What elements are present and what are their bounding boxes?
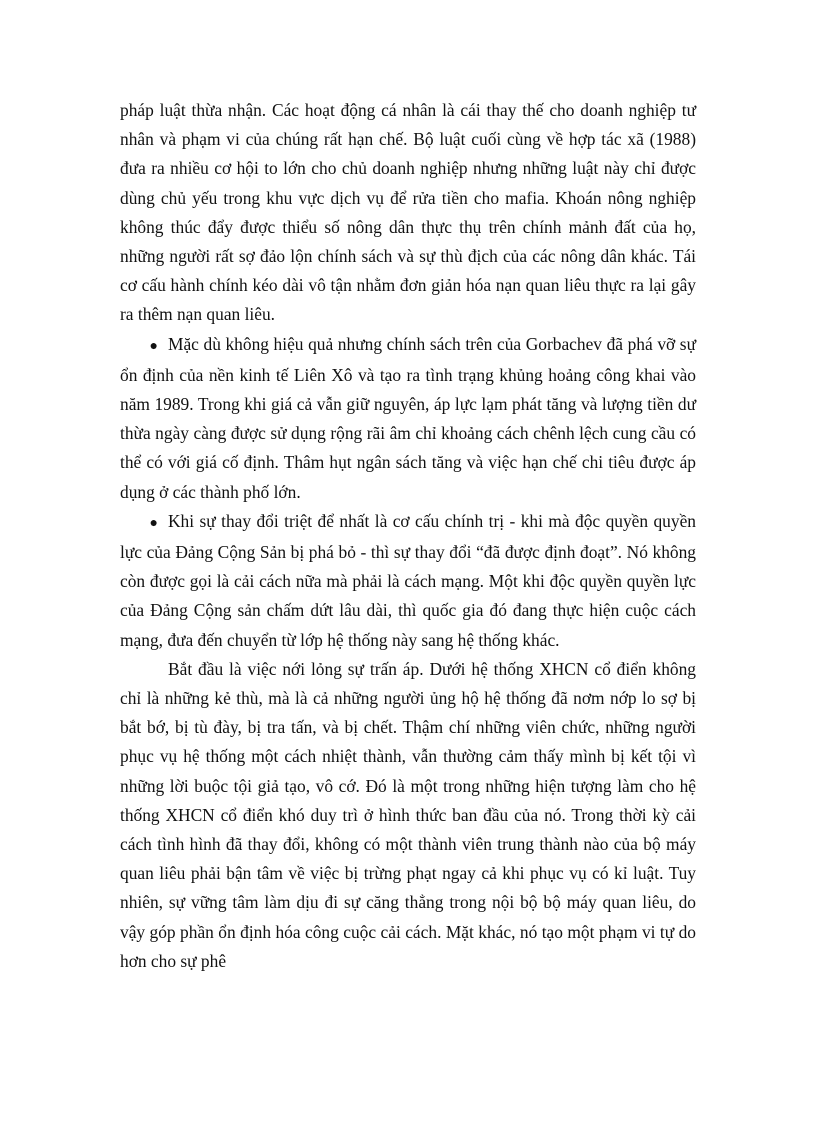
bullet-paragraph [120, 507, 696, 655]
bullet-paragraph-text: Khi sự thay đổi triệt để nhất là cơ cấu chính trị - khi mà độc quyền quyền lực của Đảng Cộng Sản bị phá bỏ - thì sự thay đổi “đã được định đoạt”. Nó không còn được gọi là cải cách nữa mà phải là cách mạng. Một khi độc quyền quyền lực của Đảng Cộng sản chấm dứt lâu dài, thì quốc gia đó đang thực hiện cuộc cách mạng, đưa đến chuyển từ lớp hệ thống này sang hệ thống khác. [120, 510, 696, 650]
bullet-paragraph [120, 330, 696, 507]
bullet-paragraph-text: Mặc dù không hiệu quả nhưng chính sách trên của Gorbachev đã phá vỡ sự ổn định của nền kinh tế Liên Xô và tạo ra tình trạng khủng hoảng công khai vào năm 1989. Trong khi giá cả vẫn giữ nguyên, áp lực lạm phát tăng và lượng tiền dư thừa ngày càng được sử dụng rộng rãi âm chỉ khoảng cách chênh lệch cung cầu có thể có với giá cố định. Thâm hụt ngân sách tăng và việc hạn chế chi tiêu được áp dụng ở các thành phố lớn. [120, 333, 696, 502]
paragraph-indented: Bắt đầu là việc nới lỏng sự trấn áp. Dưới hệ thống XHCN cổ điển không chỉ là những kẻ thù, mà là cả những người ủng hộ hệ thống đã nơm nớp lo sợ bị bắt bớ, bị tù đày, bị tra tấn, và bị chết. Thậm chí những viên chức, những người phục vụ hệ thống một cách nhiệt thành, vẫn thường cảm thấy mình bị kết tội vì những lời buộc tội giả tạo, vô cớ. Đó là một trong những hiện tượng làm cho hệ thống XHCN cổ điển khó duy trì ở hình thức ban đầu của nó. Trong thời kỳ cải cách tình hình đã thay đổi, không có một thành viên trung thành nào của bộ máy quan liêu phải bận tâm về việc bị trừng phạt ngay cả khi phục vụ có kỉ luật. Tuy nhiên, sự vững tâm làm dịu đi sự căng thẳng trong nội bộ bộ máy quan liêu, do vậy góp phần ổn định hóa công cuộc cải cách. Mặt khác, nó tạo một phạm vi tự do hơn cho sự phê [120, 658, 696, 971]
bullet-icon: ● [149, 515, 158, 531]
bullet-icon: ● [149, 338, 158, 354]
paragraph-continuation: pháp luật thừa nhận. Các hoạt động cá nhân là cái thay thế cho doanh nghiệp tư nhân và phạm vi của chúng rất hạn chế. Bộ luật cuối cùng về hợp tác xã (1988) đưa ra nhiều cơ hội to lớn cho chủ doanh nghiệp nhưng những luật này chỉ được dùng chủ yếu trong khu vực dịch vụ để rửa tiền cho mafia. Khoán nông nghiệp không thúc đẩy được thiểu số nông dân thực thụ trên chính mảnh đất của họ, những người rất sợ đảo lộn chính sách và sự thù địch của các nông dân khác. Tái cơ cấu hành chính kéo dài vô tận nhằm đơn giản hóa nạn quan liêu thực ra lại gây ra thêm nạn quan liêu. [120, 100, 696, 325]
document-page [120, 96, 696, 976]
